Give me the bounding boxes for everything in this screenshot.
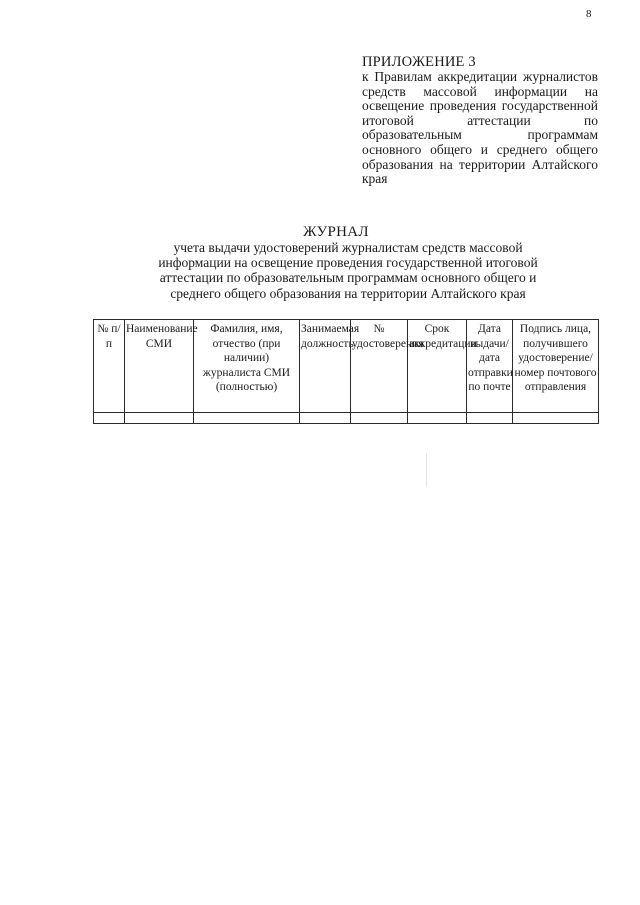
journal-subtitle: учета выдачи удостоверений журналистам средств массовой информации на освещение проведения государственной итоговой аттестации по образовательным программам основного общего и среднего общего образования на территории Алтайского края: [158, 240, 538, 301]
header-row: [94, 320, 599, 413]
table-cell: [351, 413, 408, 424]
column-header: Фамилия, имя, отчество (при наличии) журналиста СМИ (полностью): [194, 320, 300, 413]
appendix-text: к Правилам аккредитации журналистов средств массовой информации на освещение проведения государственной итоговой аттестации по образовательным программам основного общего и среднего общего образования на территории Алтайского края: [362, 69, 598, 187]
table-cell: [513, 413, 599, 424]
appendix-title: ПРИЛОЖЕНИЕ 3: [362, 54, 476, 70]
column-header: Срок аккредитации: [408, 320, 467, 413]
column-header: Подпись лица, получившего удостоверение/номер почтового отправления: [513, 320, 599, 413]
column-header: № п/п: [94, 320, 125, 413]
table-cell: [94, 413, 125, 424]
column-header: Занимаемая должность: [300, 320, 351, 413]
table-cell: [300, 413, 351, 424]
table-cell: [125, 413, 194, 424]
table-row: [94, 413, 599, 424]
column-header: № удостоверения: [351, 320, 408, 413]
page-number: 8: [586, 8, 592, 20]
column-header: Дата выдачи/дата отправки по почте: [467, 320, 513, 413]
register-table: [93, 319, 599, 424]
scan-artifact-line: [426, 453, 427, 487]
table-cell: [408, 413, 467, 424]
column-header: Наименование СМИ: [125, 320, 194, 413]
journal-title: ЖУРНАЛ: [303, 224, 369, 240]
table-cell: [467, 413, 513, 424]
table-cell: [194, 413, 300, 424]
appendix-block: [362, 55, 598, 187]
